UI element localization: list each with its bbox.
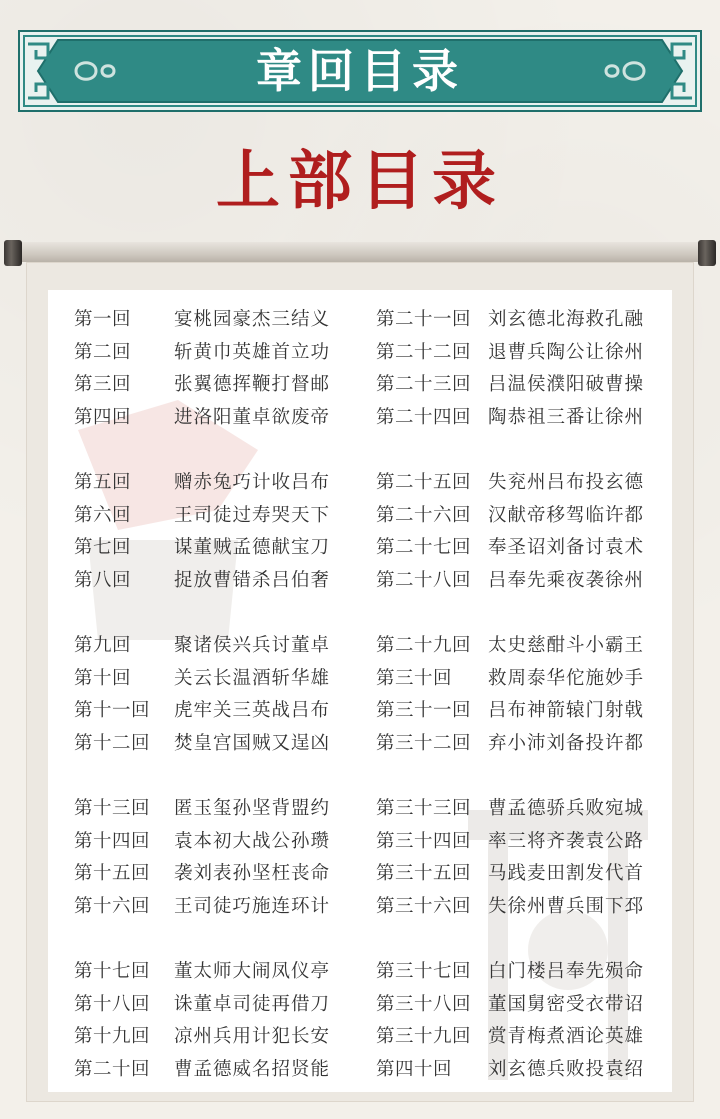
toc-group <box>74 467 374 597</box>
chapter-number: 第十三回 <box>74 798 151 819</box>
chapter-number: 第四回 <box>74 406 132 428</box>
chapter-title: 王司徒过寿哭天下 <box>174 504 331 526</box>
chapter-title: 王司徒巧施连环计 <box>174 895 331 917</box>
chapter-title: 曹孟德威名招贤能 <box>174 1058 331 1080</box>
toc-column-left <box>74 304 374 1119</box>
toc-entry[interactable] <box>376 467 676 500</box>
chapter-number: 第十四回 <box>74 830 151 852</box>
chapter-title: 失徐州曹兵围下邳 <box>488 895 645 917</box>
chapter-title: 刘玄德兵败投袁绍 <box>488 1058 645 1080</box>
toc-entry[interactable] <box>74 304 374 337</box>
chapter-title: 赏青梅煮酒论英雄 <box>488 1026 645 1047</box>
toc-entry[interactable] <box>376 1021 676 1054</box>
toc-column-right <box>376 304 676 1119</box>
chapter-number: 第一回 <box>74 309 132 330</box>
toc-entry[interactable] <box>74 369 374 402</box>
chapter-number: 第十九回 <box>74 1026 151 1047</box>
chapter-title: 马践麦田割发代首 <box>488 863 645 884</box>
chapter-number: 第三十一回 <box>376 700 472 721</box>
chapter-title: 诛董卓司徒再借刀 <box>174 993 331 1015</box>
chapter-title: 焚皇宫国贼又逞凶 <box>174 732 331 754</box>
toc-entry[interactable] <box>376 663 676 696</box>
toc-entry[interactable] <box>376 695 676 728</box>
toc-entry[interactable] <box>376 369 676 402</box>
chapter-number: 第十二回 <box>74 732 151 754</box>
chapter-number: 第二十回 <box>74 1058 151 1080</box>
toc-entry[interactable] <box>74 793 374 826</box>
toc-entry[interactable] <box>74 1021 374 1054</box>
toc-entry[interactable] <box>376 826 676 859</box>
toc-entry[interactable] <box>376 728 676 761</box>
toc-entry[interactable] <box>376 891 676 924</box>
toc-entry[interactable] <box>74 663 374 696</box>
chapter-number: 第三回 <box>74 374 132 395</box>
chapter-number: 第七回 <box>74 537 132 558</box>
toc-entry[interactable] <box>376 402 676 435</box>
chapter-title: 曹孟德骄兵败宛城 <box>488 798 645 819</box>
section-title: 上部目录 <box>216 144 504 219</box>
chapter-number: 第二十一回 <box>376 309 472 330</box>
chapter-number: 第六回 <box>74 504 132 526</box>
chapter-number: 第三十五回 <box>376 863 472 884</box>
chapter-title: 董太师大闹凤仪亭 <box>174 961 331 982</box>
chapter-number: 第十一回 <box>74 700 151 721</box>
toc-entry[interactable] <box>74 728 374 761</box>
chapter-number: 第二十五回 <box>376 472 472 493</box>
toc-entry[interactable] <box>74 467 374 500</box>
chapter-title: 率三将齐袭袁公路 <box>488 830 645 852</box>
toc-entry[interactable] <box>376 337 676 370</box>
toc-entry[interactable] <box>74 500 374 533</box>
toc-group <box>376 793 676 923</box>
chapter-title: 进洛阳董卓欲废帝 <box>174 406 331 428</box>
chapter-number: 第四十回 <box>376 1058 453 1080</box>
toc-group <box>74 956 374 1086</box>
chapter-title: 匿玉玺孙坚背盟约 <box>174 798 331 819</box>
toc-entry[interactable] <box>376 989 676 1022</box>
toc-entry[interactable] <box>376 793 676 826</box>
chapter-title: 袁本初大战公孙瓒 <box>174 830 331 852</box>
chapter-number: 第十回 <box>74 667 132 689</box>
chapter-title: 陶恭祖三番让徐州 <box>488 406 645 428</box>
chapter-number: 第五回 <box>74 472 132 493</box>
chapter-title: 董国舅密受衣带诏 <box>488 993 645 1015</box>
toc-entry[interactable] <box>74 337 374 370</box>
toc-entry[interactable] <box>74 532 374 565</box>
chapter-title: 凉州兵用计犯长安 <box>174 1026 331 1047</box>
toc-entry[interactable] <box>74 891 374 924</box>
chapter-number: 第八回 <box>74 569 132 591</box>
toc-entry[interactable] <box>74 630 374 663</box>
chapter-title: 奉圣诏刘备讨袁术 <box>488 537 645 558</box>
chapter-number: 第二十六回 <box>376 504 472 526</box>
toc-entry[interactable] <box>376 565 676 598</box>
chapter-number: 第二十七回 <box>376 537 472 558</box>
chapter-title: 袭刘表孙坚枉丧命 <box>174 863 331 884</box>
toc-entry[interactable] <box>376 630 676 663</box>
chapter-number: 第三十三回 <box>376 798 472 819</box>
toc-entry[interactable] <box>74 695 374 728</box>
toc-entry[interactable] <box>376 956 676 989</box>
chapter-title: 汉献帝移驾临许都 <box>488 504 645 526</box>
chapter-title: 刘玄德北海救孔融 <box>488 309 645 330</box>
chapter-title: 宴桃园豪杰三结义 <box>174 309 331 330</box>
chapter-title: 退曹兵陶公让徐州 <box>488 341 645 363</box>
chapter-title: 太史慈酣斗小霸王 <box>488 635 645 656</box>
toc-group <box>376 467 676 597</box>
chapter-number: 第十八回 <box>74 993 151 1015</box>
toc-entry[interactable] <box>376 500 676 533</box>
chapter-number: 第二十八回 <box>376 569 472 591</box>
chapter-title: 捉放曹错杀吕伯奢 <box>174 569 331 591</box>
chapter-number: 第三十九回 <box>376 1026 472 1047</box>
chapter-catalog-banner <box>18 30 702 112</box>
chapter-number: 第十七回 <box>74 961 151 982</box>
chapter-number: 第九回 <box>74 635 132 656</box>
banner-title: 章回目录 <box>256 44 464 98</box>
chapter-title: 谋董贼孟德献宝刀 <box>174 537 331 558</box>
toc-entry[interactable] <box>74 826 374 859</box>
chapter-title: 虎牢关三英战吕布 <box>174 700 331 721</box>
chapter-number: 第三十八回 <box>376 993 472 1015</box>
toc-entry[interactable] <box>74 956 374 989</box>
chapter-title: 弃小沛刘备投许都 <box>488 732 645 754</box>
chapter-title: 白门楼吕奉先殒命 <box>488 961 645 982</box>
toc-group <box>74 793 374 923</box>
toc-group <box>376 630 676 760</box>
chapter-number: 第三十回 <box>376 667 453 689</box>
chapter-number: 第二十四回 <box>376 406 472 428</box>
toc-entry[interactable] <box>376 532 676 565</box>
toc-entry[interactable] <box>74 402 374 435</box>
toc-entry[interactable] <box>74 858 374 891</box>
toc-entry[interactable] <box>74 565 374 598</box>
chapter-number: 第十六回 <box>74 895 151 917</box>
toc-group <box>74 630 374 760</box>
toc-entry[interactable] <box>376 1054 676 1087</box>
chapter-title: 关云长温酒斩华雄 <box>174 667 331 689</box>
chapter-number: 第二回 <box>74 341 132 363</box>
chapter-title: 赠赤兔巧计收吕布 <box>174 472 331 493</box>
chapter-title: 失兖州吕布投玄德 <box>488 472 645 493</box>
chapter-number: 第二十三回 <box>376 374 472 395</box>
rod-cap-left <box>4 240 22 266</box>
chapter-title: 救周泰华佗施妙手 <box>488 667 645 689</box>
chapter-number: 第二十二回 <box>376 341 472 363</box>
toc-group <box>376 956 676 1086</box>
chapter-number: 第三十四回 <box>376 830 472 852</box>
chapter-number: 第三十七回 <box>376 961 472 982</box>
toc-group <box>74 304 374 434</box>
chapter-number: 第三十二回 <box>376 732 472 754</box>
chapter-title: 吕布神箭辕门射戟 <box>488 700 645 721</box>
chapter-title: 吕奉先乘夜袭徐州 <box>488 569 645 591</box>
toc-entry[interactable] <box>74 989 374 1022</box>
chapter-title: 聚诸侯兴兵讨董卓 <box>174 635 331 656</box>
chapter-title: 斩黄巾英雄首立功 <box>174 341 331 363</box>
toc-entry[interactable] <box>74 1054 374 1087</box>
toc-entry[interactable] <box>376 304 676 337</box>
toc-entry[interactable] <box>376 858 676 891</box>
toc-group <box>376 304 676 434</box>
chapter-number: 第十五回 <box>74 863 151 884</box>
chapter-title: 张翼德挥鞭打督邮 <box>174 374 331 395</box>
chapter-number: 第二十九回 <box>376 635 472 656</box>
chapter-title: 吕温侯濮阳破曹操 <box>488 374 645 395</box>
rod-cap-right <box>698 240 716 266</box>
chapter-number: 第三十六回 <box>376 895 472 917</box>
